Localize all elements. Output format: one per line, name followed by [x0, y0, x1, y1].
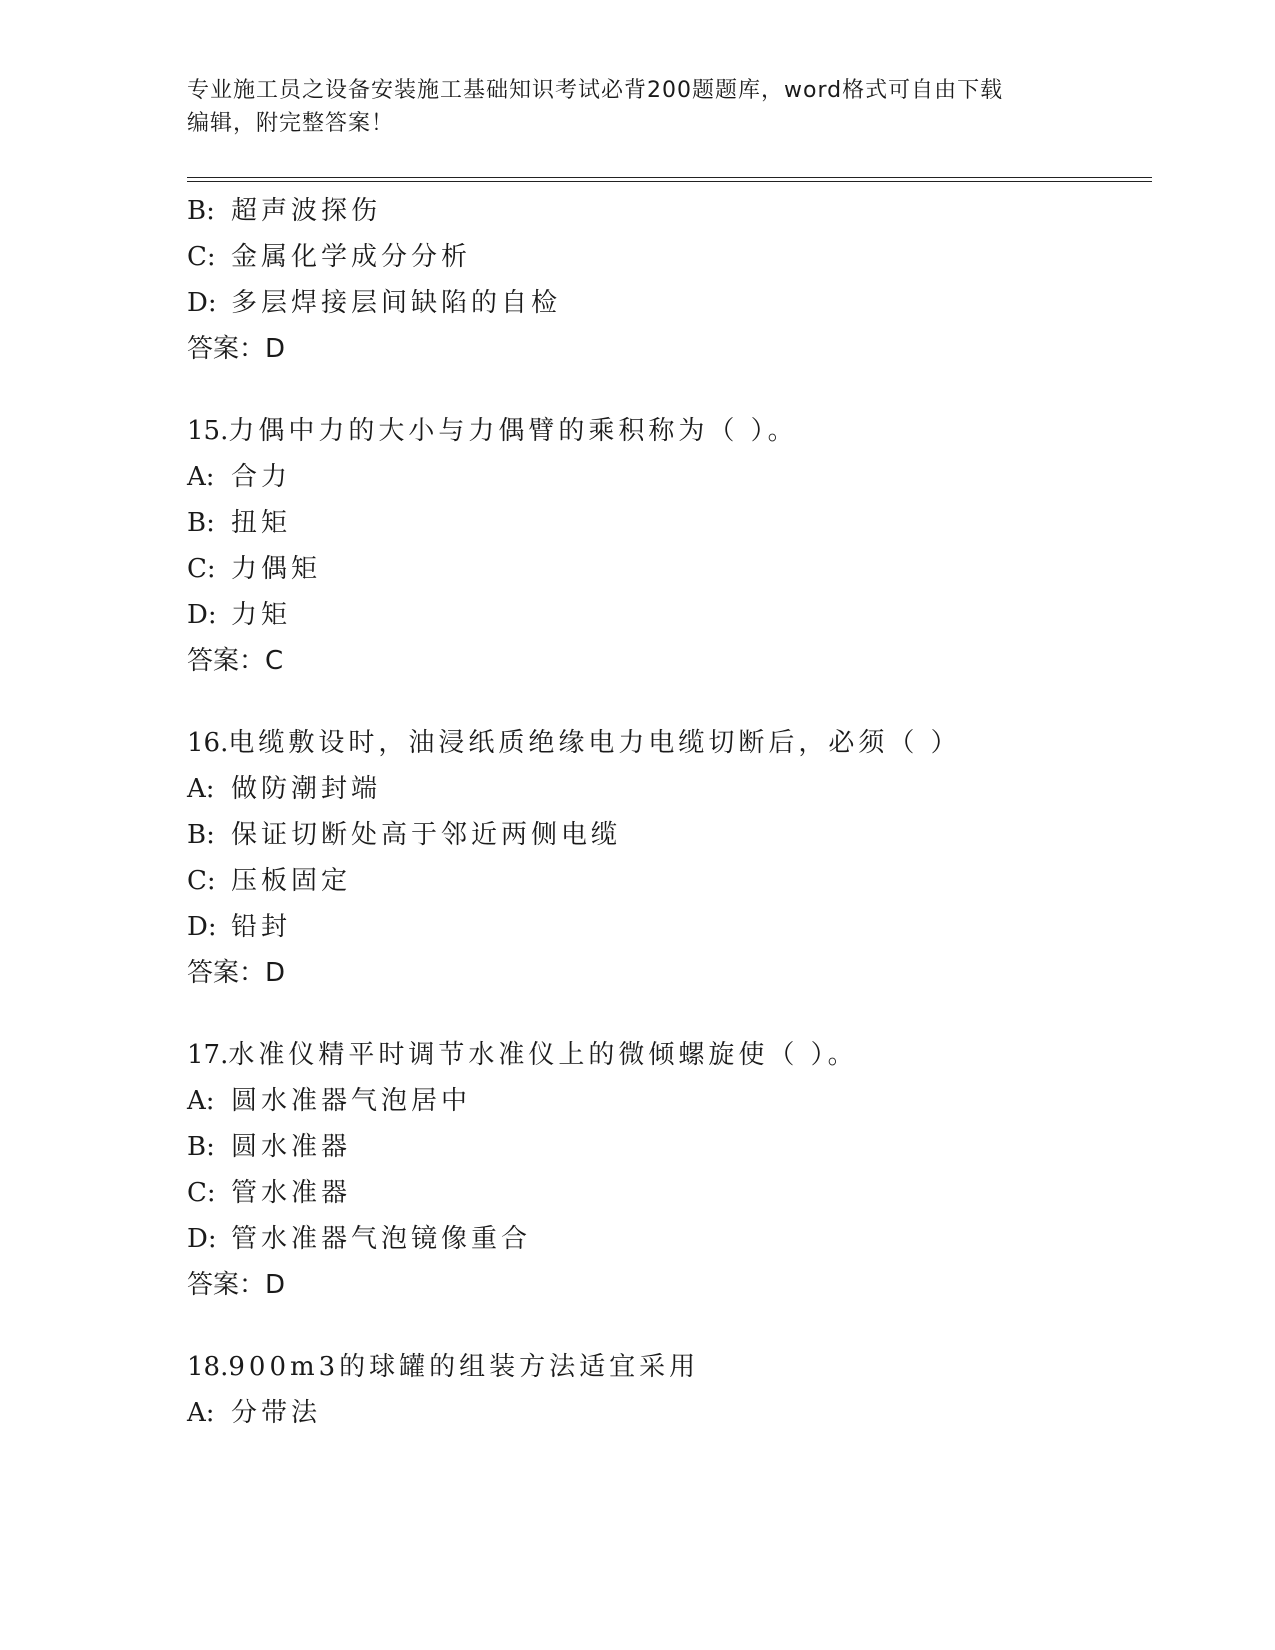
q14-option-d	[187, 280, 1152, 326]
option-text: 圆水准器气泡居中	[231, 1086, 472, 1116]
option-text: 扭矩	[231, 508, 292, 538]
option-letter: C:	[187, 242, 216, 272]
option-letter: A:	[187, 774, 215, 804]
spacer	[187, 684, 1152, 720]
question-number: 17.	[187, 1040, 229, 1070]
option-letter: C:	[187, 866, 216, 896]
q14-option-b	[187, 188, 1152, 234]
q17-answer: 答案：D	[187, 1270, 286, 1300]
option-text: 管水准器气泡镜像重合	[231, 1224, 532, 1254]
option-letter: B:	[187, 196, 215, 226]
q15-option-d	[187, 592, 1152, 638]
q17-option-d	[187, 1216, 1152, 1262]
option-text: 铅封	[231, 912, 292, 942]
question-list	[187, 188, 1152, 1436]
question-text: 水准仪精平时调节水准仪上的微倾螺旋使（ ）。	[228, 1040, 858, 1070]
option-text: 分带法	[231, 1398, 322, 1428]
option-text: 力偶矩	[231, 554, 322, 584]
q16-option-c	[187, 858, 1152, 904]
option-letter: A:	[187, 1086, 215, 1116]
q14-answer: 答案：D	[187, 334, 286, 364]
question-text: 900m3的球罐的组装方法适宜采用	[228, 1352, 700, 1382]
option-text: 压板固定	[231, 866, 352, 896]
question-number: 15.	[187, 416, 229, 446]
q16-option-d	[187, 904, 1152, 950]
spacer	[187, 996, 1152, 1032]
q15-option-a	[187, 454, 1152, 500]
option-letter: A:	[187, 462, 215, 492]
q15-option-c	[187, 546, 1152, 592]
option-letter: A:	[187, 1398, 215, 1428]
q14-option-c	[187, 234, 1152, 280]
q16-option-a	[187, 766, 1152, 812]
question-text: 电缆敷设时，油浸纸质绝缘电力电缆切断后，必须（ ）	[228, 728, 961, 758]
header-divider	[187, 177, 1152, 182]
option-letter: D:	[187, 912, 217, 942]
option-letter: B:	[187, 508, 215, 538]
option-letter: D:	[187, 600, 217, 630]
question-number: 16.	[187, 728, 229, 758]
q16-question	[187, 720, 1152, 766]
option-letter: D:	[187, 288, 217, 318]
question-number: 18.	[187, 1352, 229, 1382]
q17-question	[187, 1032, 1152, 1078]
question-text: 力偶中力的大小与力偶臂的乘积称为（ ）。	[228, 416, 798, 446]
option-text: 超声波探伤	[231, 196, 382, 226]
option-letter: B:	[187, 820, 215, 850]
document-header	[187, 74, 1067, 140]
q15-answer: 答案：C	[187, 646, 284, 676]
header-line-2: 编辑，附完整答案！	[187, 111, 395, 136]
q15-option-b	[187, 500, 1152, 546]
spacer	[187, 1308, 1152, 1344]
option-text: 做防潮封端	[231, 774, 382, 804]
option-text: 力矩	[231, 600, 292, 630]
option-text: 管水准器	[231, 1178, 352, 1208]
option-text: 合力	[231, 462, 292, 492]
option-letter: C:	[187, 554, 216, 584]
option-letter: C:	[187, 1178, 216, 1208]
option-text: 金属化学成分分析	[231, 242, 472, 272]
header-line-1: 专业施工员之设备安装施工基础知识考试必背200题题库，word格式可自由下载	[187, 78, 1004, 103]
q17-option-a	[187, 1078, 1152, 1124]
option-text: 圆水准器	[231, 1132, 352, 1162]
option-letter: D:	[187, 1224, 217, 1254]
q18-question	[187, 1344, 1152, 1390]
q17-option-c	[187, 1170, 1152, 1216]
option-text: 保证切断处高于邻近两侧电缆	[231, 820, 622, 850]
q17-option-b	[187, 1124, 1152, 1170]
q16-answer: 答案：D	[187, 958, 286, 988]
option-letter: B:	[187, 1132, 215, 1162]
q18-option-a	[187, 1390, 1152, 1436]
spacer	[187, 372, 1152, 408]
option-text: 多层焊接层间缺陷的自检	[231, 288, 562, 318]
q15-question	[187, 408, 1152, 454]
q16-option-b	[187, 812, 1152, 858]
